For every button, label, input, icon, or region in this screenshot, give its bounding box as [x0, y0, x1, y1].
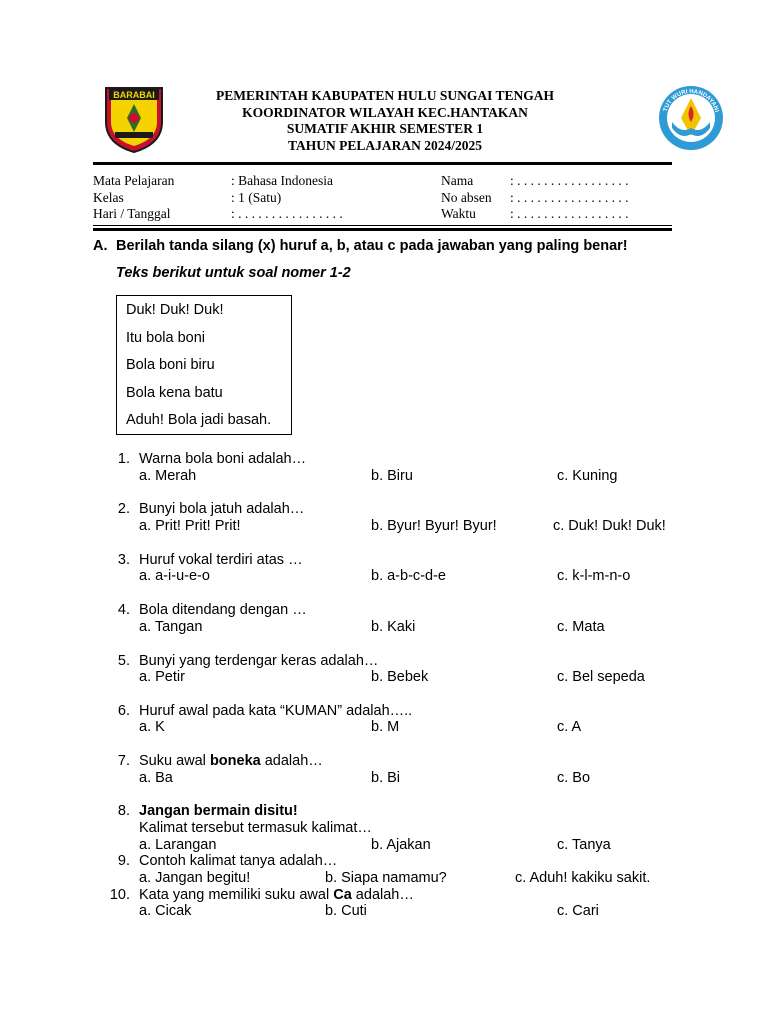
info-label-absent-no: No absen: [441, 189, 492, 205]
header-divider: [93, 162, 672, 165]
letterhead-line-4: TAHUN PELAJARAN 2024/2025: [287, 137, 482, 153]
letterhead-line-2: KOORDINATOR WILAYAH KEC.HANTAKAN: [242, 104, 528, 120]
reading-line: Itu bola boni: [126, 329, 206, 346]
question-number: 2.: [117, 501, 130, 517]
letterhead-line-3: SUMATIF AKHIR SEMESTER 1: [286, 121, 484, 136]
question-item: [100, 753, 323, 770]
info-label-class: Kelas: [93, 189, 124, 205]
tut-wuri-handayani-logo: [656, 84, 726, 152]
option-c[interactable]: c. Aduh! kakiku sakit.: [515, 870, 651, 886]
option-b[interactable]: b. Cuti: [325, 903, 367, 919]
option-a[interactable]: a. Larangan: [139, 837, 217, 853]
option-a[interactable]: a. Prit! Prit! Prit!: [139, 518, 241, 534]
question-text: Bola ditendang dengan …: [139, 602, 307, 618]
reading-line: Aduh! Bola jadi basah.: [126, 412, 272, 428]
option-b[interactable]: b. Bebek: [371, 669, 429, 685]
question-item: [100, 602, 307, 619]
option-b[interactable]: b. a-b-c-d-e: [371, 568, 446, 584]
option-a[interactable]: a. Ba: [139, 770, 173, 786]
question-number: 9.: [117, 853, 130, 869]
option-c[interactable]: c. Mata: [557, 619, 605, 635]
question-number: 7.: [117, 753, 130, 769]
option-b[interactable]: b. Ajakan: [371, 837, 431, 853]
option-c[interactable]: c. Bo: [557, 770, 591, 786]
info-value-date: : . . . . . . . . . . . . . . . .: [231, 206, 343, 221]
question-text: Suku awal boneka adalah…: [139, 753, 323, 769]
reading-line: Bola kena batu: [126, 384, 223, 401]
info-divider-thick: [93, 228, 672, 231]
question-number: 5.: [117, 653, 130, 669]
option-a[interactable]: a. Tangan: [139, 619, 203, 635]
letterhead-line-1: PEMERINTAH KABUPATEN HULU SUNGAI TENGAH: [215, 88, 555, 103]
info-value-class: : 1 (Satu): [231, 189, 282, 205]
option-b[interactable]: b. Biru: [371, 468, 413, 484]
option-b[interactable]: b. Bi: [371, 770, 401, 786]
option-a[interactable]: a. K: [139, 719, 165, 735]
option-c[interactable]: c. k-l-m-n-o: [557, 568, 631, 584]
info-label-time: Waktu: [441, 206, 476, 221]
question-text: Bunyi bola jatuh adalah…: [139, 501, 305, 517]
letterhead: [150, 88, 620, 154]
question-text: Warna bola boni adalah…: [139, 451, 307, 467]
question-item: [100, 803, 298, 820]
question-number: 3.: [117, 552, 130, 568]
question-text: Bunyi yang terdengar keras adalah…: [139, 653, 379, 669]
option-a[interactable]: a. Petir: [139, 669, 185, 685]
reading-line: Bola boni biru: [126, 357, 215, 373]
option-c[interactable]: c. Tanya: [557, 837, 611, 853]
question-number: 4.: [117, 602, 130, 618]
info-value-name: : . . . . . . . . . . . . . . . . .: [510, 173, 629, 188]
question-text: Jangan bermain disitu!: [139, 803, 298, 819]
option-b[interactable]: b. M: [371, 719, 400, 735]
svg-text:BARABAI: BARABAI: [113, 90, 155, 100]
info-label-subject: Mata Pelajaran: [93, 173, 175, 188]
section-instruction: Berilah tanda silang (x) huruf a, b, atau c pada jawaban yang paling benar!: [116, 238, 628, 254]
option-a[interactable]: a. Cicak: [139, 903, 192, 919]
info-label-date: Hari / Tanggal: [93, 206, 171, 221]
info-value-subject: : Bahasa Indonesia: [231, 173, 333, 188]
info-label-name: Nama: [441, 173, 474, 188]
question-number: 1.: [117, 451, 130, 467]
option-c[interactable]: c. A: [557, 719, 582, 735]
question-text: Huruf vokal terdiri atas …: [139, 552, 303, 568]
reading-text-box: [116, 295, 292, 435]
question-text: Contoh kalimat tanya adalah…: [139, 853, 338, 869]
section-title: [93, 238, 628, 254]
option-a[interactable]: a. Merah: [139, 468, 197, 484]
option-c[interactable]: c. Kuning: [557, 468, 618, 484]
question-item: [100, 552, 303, 569]
question-item: [100, 653, 378, 670]
question-text: Kata yang memiliki suku awal Ca adalah…: [139, 887, 414, 903]
info-value-time: : . . . . . . . . . . . . . . . . .: [510, 206, 629, 221]
option-b[interactable]: b. Byur! Byur! Byur!: [371, 518, 497, 534]
option-c[interactable]: c. Duk! Duk! Duk!: [553, 518, 666, 534]
info-divider-thin: [93, 225, 672, 226]
question-item: [100, 853, 337, 870]
reading-line: Duk! Duk! Duk!: [126, 302, 224, 318]
question-item: [100, 703, 412, 720]
svg-text:TUT WURI HANDAYANI: TUT WURI HANDAYANI: [662, 88, 720, 113]
option-b[interactable]: b. Siapa namamu?: [325, 870, 447, 886]
option-b[interactable]: b. Kaki: [371, 619, 416, 635]
info-value-absent-no: : . . . . . . . . . . . . . . . . .: [510, 189, 629, 205]
question-number: 8.: [117, 803, 130, 819]
question-text: Huruf awal pada kata “KUMAN” adalah…..: [139, 703, 413, 719]
question-number: 6.: [117, 703, 130, 719]
question-text-line2: Kalimat tersebut termasuk kalimat…: [139, 820, 372, 836]
question-item: [100, 451, 306, 468]
section-subtitle: Teks berikut untuk soal nomer 1-2: [116, 265, 351, 281]
question-item: [100, 887, 414, 904]
section-label: A.: [93, 238, 108, 254]
option-c[interactable]: c. Cari: [557, 903, 599, 919]
option-a[interactable]: a. Jangan begitu!: [139, 870, 251, 886]
option-a[interactable]: a. a-i-u-e-o: [139, 568, 210, 584]
question-item: [100, 501, 304, 518]
option-c[interactable]: c. Bel sepeda: [557, 669, 645, 685]
question-number: 10.: [109, 887, 130, 903]
